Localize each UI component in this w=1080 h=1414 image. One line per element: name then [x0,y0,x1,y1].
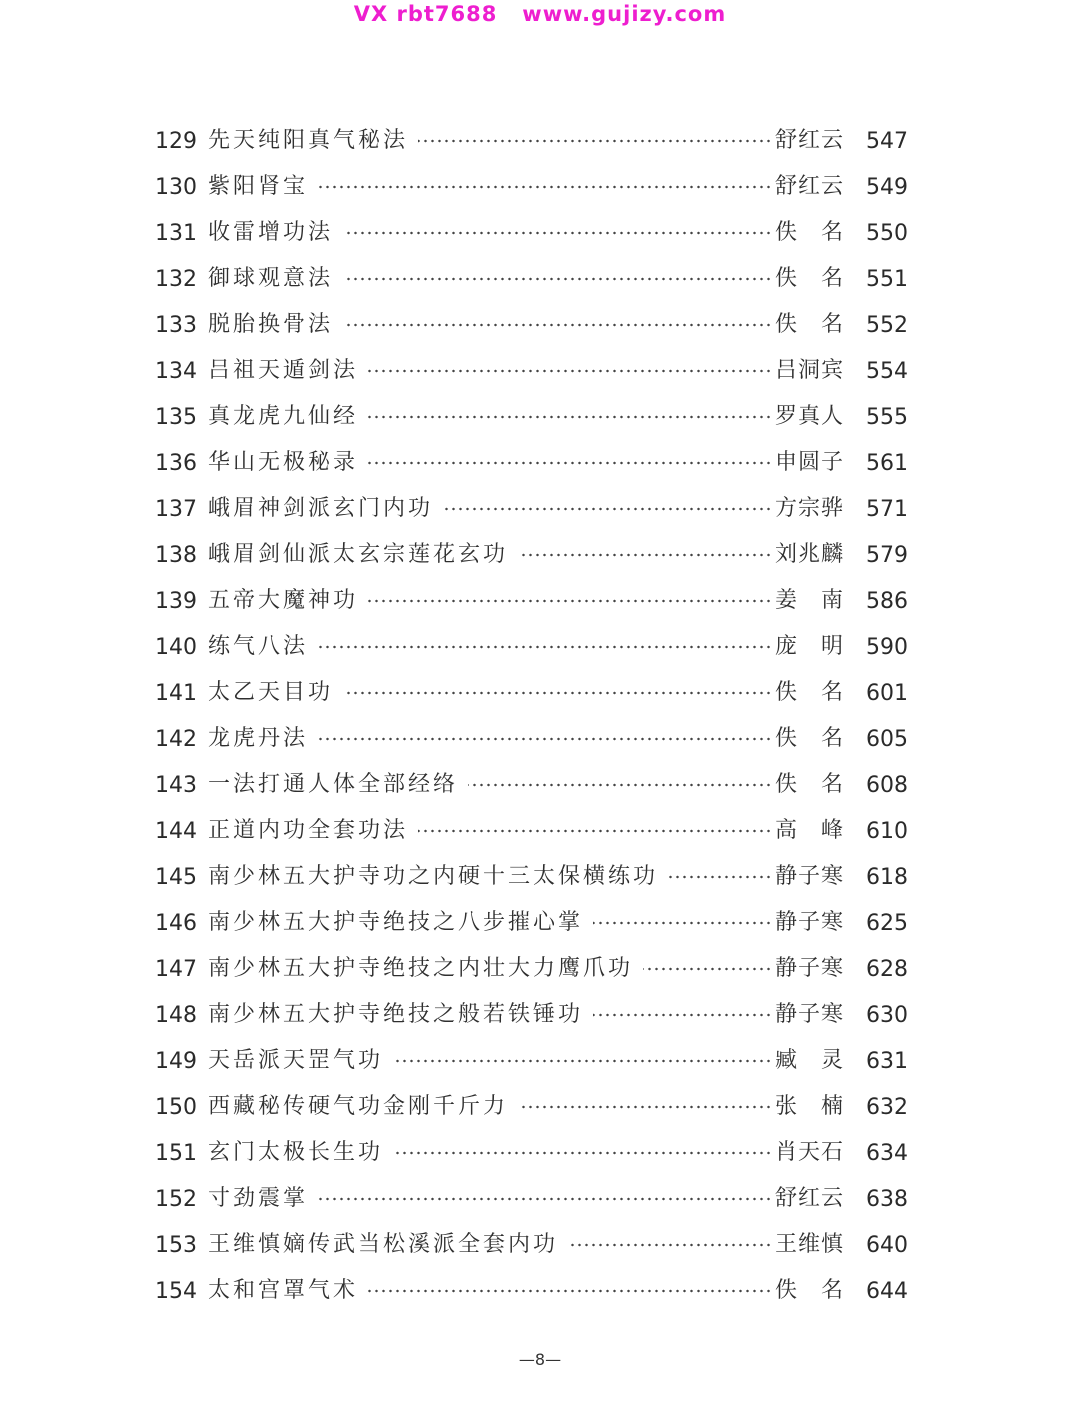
toc-entry [0,625,1080,671]
entry-number: 144 [155,819,197,844]
entry-page: 552 [866,313,908,338]
entry-author: 静子寒 [775,1002,843,1027]
toc-entry [0,119,1080,165]
entry-title: 南少林五大护寺绝技之般若铁锤功 [208,1002,584,1027]
toc-entry [0,947,1080,993]
entry-page: 644 [866,1279,908,1304]
toc-entry [0,441,1080,487]
toc-entry [0,993,1080,1039]
entry-page: 586 [866,589,908,614]
dot-leader [518,553,772,557]
entry-number: 139 [155,589,197,614]
entry-page: 554 [866,359,908,384]
entry-number: 138 [155,543,197,568]
dot-leader [443,507,772,511]
entry-page: 628 [866,957,908,982]
toc-entry [0,395,1080,441]
entry-author: 静子寒 [775,956,843,981]
toc-entry [0,809,1080,855]
entry-author: 佚 名 [775,220,843,245]
entry-title: 真龙虎九仙经 [208,404,359,429]
entry-author: 舒红云 [775,128,843,153]
entry-author: 张 楠 [775,1094,843,1119]
entry-author: 静子寒 [775,910,843,935]
dot-leader [393,1059,772,1063]
toc-entry [0,1131,1080,1177]
entry-author: 方宗骅 [775,496,843,521]
entry-number: 136 [155,451,197,476]
entry-author: 静子寒 [775,864,843,889]
entry-number: 134 [155,359,197,384]
entry-author: 佚 名 [775,772,843,797]
entry-number: 149 [155,1049,197,1074]
entry-page: 555 [866,405,908,430]
dot-leader [368,461,772,465]
entry-number: 143 [155,773,197,798]
dot-leader [568,1243,772,1247]
entry-number: 153 [155,1233,197,1258]
entry-title: 五帝大魔神功 [208,588,359,613]
dot-leader [418,829,772,833]
entry-title: 寸劲震掌 [208,1186,309,1211]
dot-leader [318,645,772,649]
entry-author: 姜 南 [775,588,843,613]
entry-page: 638 [866,1187,908,1212]
entry-number: 133 [155,313,197,338]
entry-page: 631 [866,1049,908,1074]
entry-author: 肖天石 [775,1140,843,1165]
entry-number: 141 [155,681,197,706]
entry-page: 561 [866,451,908,476]
entry-author: 佚 名 [775,680,843,705]
entry-title: 脱胎换骨法 [208,312,334,337]
entry-title: 正道内功全套功法 [208,818,409,843]
dot-leader [368,415,772,419]
entry-number: 154 [155,1279,197,1304]
entry-author: 佚 名 [775,1278,843,1303]
entry-title: 一法打通人体全部经络 [208,772,459,797]
dot-leader [318,1197,772,1201]
toc-entry [0,533,1080,579]
dot-leader [318,185,772,189]
entry-title: 练气八法 [208,634,309,659]
entry-page: 571 [866,497,908,522]
entry-page: 590 [866,635,908,660]
entry-author: 舒红云 [775,174,843,199]
toc-entry [0,257,1080,303]
toc-entry [0,579,1080,625]
entry-author: 庞 明 [775,634,843,659]
entry-number: 151 [155,1141,197,1166]
toc-entry [0,165,1080,211]
entry-number: 140 [155,635,197,660]
entry-page: 601 [866,681,908,706]
entry-author: 刘兆麟 [775,542,843,567]
entry-page: 610 [866,819,908,844]
dot-leader [368,1289,772,1293]
entry-author: 罗真人 [775,404,843,429]
entry-title: 御球观意法 [208,266,334,291]
entry-title: 玄门太极长生功 [208,1140,384,1165]
entry-author: 吕洞宾 [775,358,843,383]
dot-leader [343,323,772,327]
toc-entry [0,1039,1080,1085]
entry-number: 148 [155,1003,197,1028]
entry-number: 146 [155,911,197,936]
entry-number: 152 [155,1187,197,1212]
dot-leader [343,691,772,695]
entry-title: 紫阳肾宝 [208,174,309,199]
entry-number: 147 [155,957,197,982]
entry-author: 佚 名 [775,726,843,751]
entry-page: 625 [866,911,908,936]
entry-page: 630 [866,1003,908,1028]
entry-title: 峨眉剑仙派太玄宗莲花玄功 [208,542,509,567]
entry-author: 高 峰 [775,818,843,843]
dot-leader [418,139,772,143]
toc-entry [0,901,1080,947]
entry-page: 618 [866,865,908,890]
toc-entry [0,1177,1080,1223]
entry-number: 130 [155,175,197,200]
dot-leader [593,1013,772,1017]
entry-title: 太乙天目功 [208,680,334,705]
toc-entry [0,487,1080,533]
toc-entry [0,1223,1080,1269]
entry-page: 549 [866,175,908,200]
toc-entry [0,349,1080,395]
entry-page: 579 [866,543,908,568]
toc-entry [0,303,1080,349]
entry-page: 640 [866,1233,908,1258]
page-number: —8— [518,1350,562,1369]
dot-leader [368,369,772,373]
dot-leader [318,737,772,741]
dot-leader [468,783,772,787]
entry-page: 632 [866,1095,908,1120]
entry-number: 135 [155,405,197,430]
dot-leader [393,1151,772,1155]
entry-title: 南少林五大护寺绝技之八步摧心掌 [208,910,584,935]
entry-page: 605 [866,727,908,752]
entry-number: 129 [155,129,197,154]
entry-page: 551 [866,267,908,292]
toc-entry [0,211,1080,257]
entry-title: 西藏秘传硬气功金刚千斤力 [208,1094,509,1119]
entry-title: 收雷增功法 [208,220,334,245]
entry-title: 先天纯阳真气秘法 [208,128,409,153]
entry-title: 南少林五大护寺功之内硬十三太保横练功 [208,864,659,889]
entry-author: 佚 名 [775,266,843,291]
entry-title: 吕祖天遁剑法 [208,358,359,383]
entry-page: 608 [866,773,908,798]
entry-page: 547 [866,129,908,154]
dot-leader [593,921,772,925]
dot-leader [668,875,772,879]
entry-number: 137 [155,497,197,522]
toc-entry [0,763,1080,809]
dot-leader [343,277,772,281]
entry-title: 华山无极秘录 [208,450,359,475]
entry-number: 142 [155,727,197,752]
dot-leader [343,231,772,235]
entry-title: 太和宫罩气术 [208,1278,359,1303]
entry-page: 634 [866,1141,908,1166]
entry-number: 132 [155,267,197,292]
entry-title: 龙虎丹法 [208,726,309,751]
entry-author: 王维慎 [775,1232,843,1257]
entry-author: 舒红云 [775,1186,843,1211]
toc-entry [0,717,1080,763]
entry-number: 150 [155,1095,197,1120]
entry-title: 王维慎嫡传武当松溪派全套内功 [208,1232,559,1257]
dot-leader [643,967,772,971]
dot-leader [518,1105,772,1109]
entry-author: 申圆子 [775,450,843,475]
entry-page: 550 [866,221,908,246]
entry-number: 145 [155,865,197,890]
toc-entry [0,855,1080,901]
watermark-text: VX rbt7688 www.gujizy.com [353,2,727,26]
entry-title: 天岳派天罡气功 [208,1048,384,1073]
entry-title: 峨眉神剑派玄门内功 [208,496,434,521]
entry-title: 南少林五大护寺绝技之内壮大力鹰爪功 [208,956,634,981]
toc-entry [0,1269,1080,1315]
toc-entry [0,671,1080,717]
entry-number: 131 [155,221,197,246]
toc-entry [0,1085,1080,1131]
dot-leader [368,599,772,603]
entry-author: 臧 灵 [775,1048,843,1073]
entry-author: 佚 名 [775,312,843,337]
